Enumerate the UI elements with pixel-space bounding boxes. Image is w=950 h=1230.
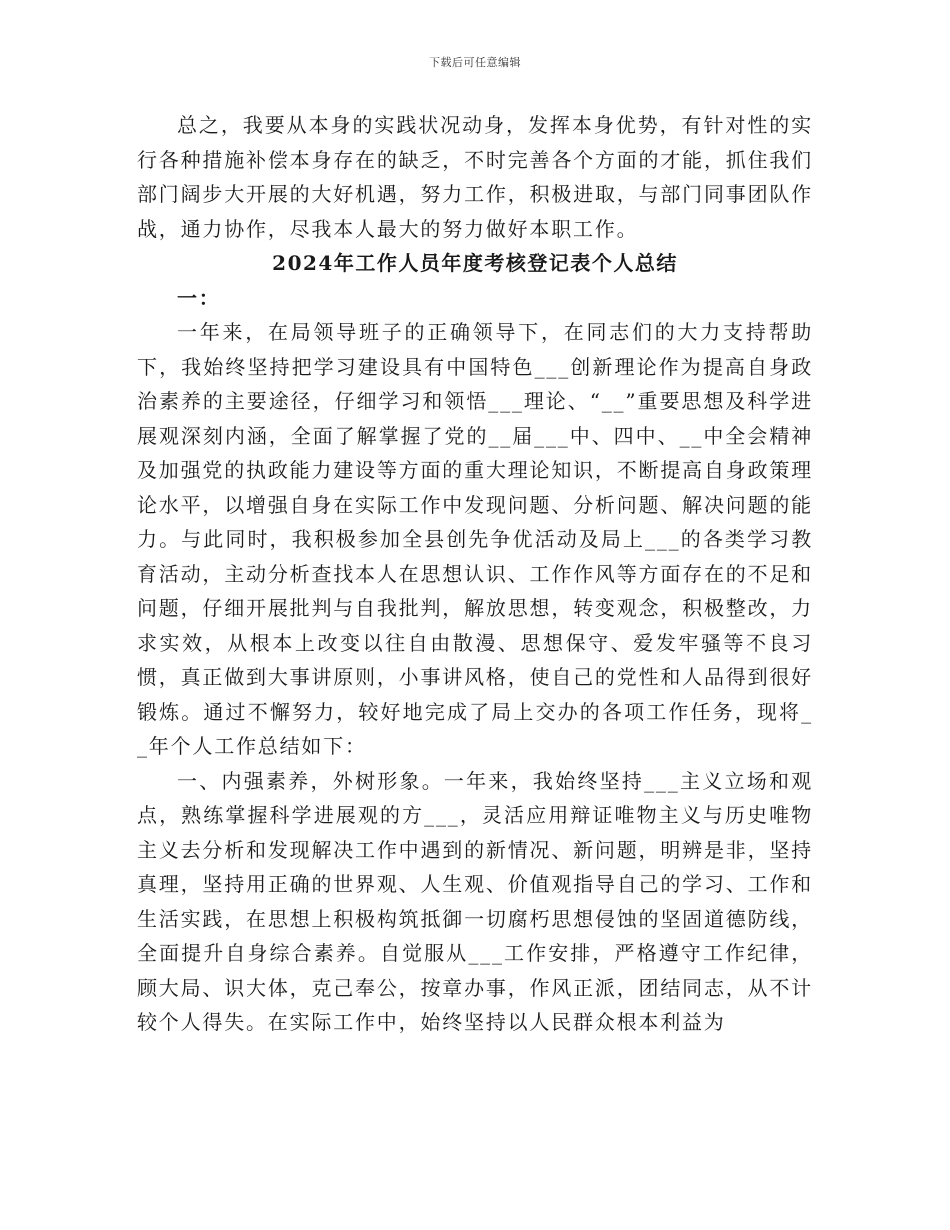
intro-paragraph: 总之，我要从本身的实践状况动身，发挥本身优势，有针对性的实行各种措施补偿本身存在的缺乏，不时完善各个方面的才能，抓住我们部门阔步大开展的大好机遇，努力工作，积极进取，与部门同事团队作战，通力协作，尽我本人最大的努力做好本职工作。 bbox=[137, 113, 813, 241]
page-header: 下载后可任意编辑 bbox=[429, 56, 521, 69]
body-paragraph-2: 一、内强素养，外树形象。一年来，我始终坚持___主义立场和观点，熟练掌握科学进展观的方___，灵活应用辩证唯物主义与历史唯物主义去分析和发现解决工作中遇到的新情况、新问题，明辨是非，坚持真理，坚持用正确的世界观、人生观、价值观指导自己的学习、工作和生活实践，在思想上积极构筑抵御一切腐朽思想侵蚀的坚固道德防线，全面提升自身综合素养。自觉服从___工作安排，严格遵守工作纪律，顾大局、识大体，克己奉公，按章办事，作风正派，团结同志，从不计较个人得失。在实际工作中，始终坚持以人民群众根本利益为 bbox=[137, 768, 813, 1034]
document-body bbox=[137, 108, 813, 1040]
body-paragraph-1: 一年来，在局领导班子的正确领导下，在同志们的大力支持帮助下，我始终坚持把学习建设具有中国特色___创新理论作为提高自身政治素养的主要途径，仔细学习和领悟___理论、“__”重要思想及科学进展观深刻内涵，全面了解掌握了党的__届___中、四中、__中全会精神及加强党的执政能力建设等方面的重大理论知识，不断提高自身政策理论水平，以增强自身在实际工作中发现问题、分析问题、解决问题的能力。与此同时，我积极参加全县创先争优活动及局上___的各类学习教育活动，主动分析查找本人在思想认识、工作作风等方面存在的不足和问题，仔细开展批判与自我批判，解放思想，转变观念，积极整改，力求实效，从根本上改变以往自由散漫、思想保守、爱发牢骚等不良习惯，真正做到大事讲原则，小事讲风格，使自己的党性和人品得到很好锻炼。通过不懈努力，较好地完成了局上交办的各项工作任务，现将__年个人工作总结如下： bbox=[137, 320, 813, 758]
section-label: 一： bbox=[177, 285, 221, 310]
document-title: 2024年工作人员年度考核登记表个人总结 bbox=[272, 251, 678, 275]
